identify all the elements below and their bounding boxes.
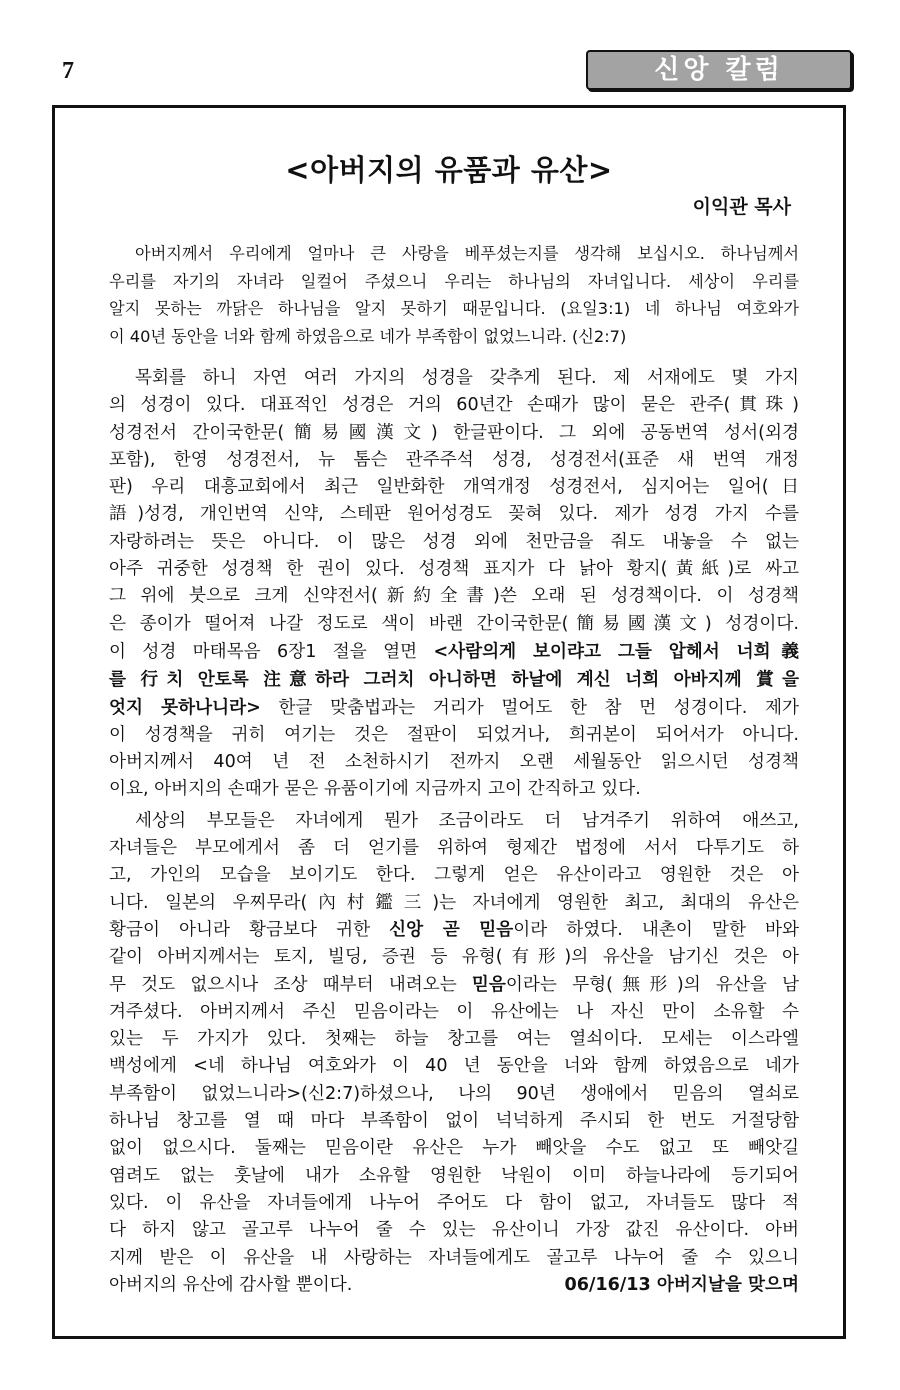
section-tab: 신앙 칼럼 [586, 50, 852, 90]
archaic-scripture-quote: <사람의게 보이랴고 그들 압헤서 너희義 [433, 640, 799, 662]
author-byline: 이익관 목사 [692, 196, 791, 218]
text-line: 목회를 하니 자연 여러 가지의 성경을 갖추게 된다. 제 서재에도 몇 가지 [135, 368, 799, 388]
archaic-scripture-quote: 를 行치 안토록 注意하라 그러치 아니하면 하날에 계신 너희 아바지께 賞을 [109, 669, 799, 691]
text-line [109, 638, 799, 666]
text-line: 아주 귀중한 성경책 한 권이 있다. 성경책 표지가 다 낡아 황지(黃紙)로 싸고 [109, 559, 799, 580]
text-run: 아버지의 유산에 감사할 뿐이다. [109, 1274, 353, 1295]
emphasis-text: 신앙 곧 믿음 [389, 919, 514, 940]
text-line: 겨주셨다. 아버지께서 주신 믿음이라는 이 유산에는 나 자신 만이 소유할 수 [109, 1001, 799, 1022]
text-line: 부족함이 없었느니라>(신2:7)하셨으나, 나의 90년 생애에서 믿음의 열쇠로 [109, 1083, 799, 1104]
text-line: 자랑하려는 뜻은 아니다. 이 많은 성경 외에 천만금을 줘도 내놓을 수 없는 [109, 531, 799, 552]
text-line: 성경전서 간이국한문(簡易國漢文) 한글판이다. 그 외에 공동번역 성서(외경 [109, 422, 799, 443]
text-line: 의 성경이 있다. 대표적인 성경은 거의 60년간 손때가 많이 묻은 관주(貫珠) [109, 395, 799, 416]
text-line: 이요, 아버지의 손때가 묻은 유품이기에 지금까지 고이 간직하고 있다. [109, 779, 641, 800]
text-line: 그 위에 붓으로 크게 신약전서(新約全書)쓴 오래 된 성경책이다. 이 성경책 [109, 586, 799, 607]
text-line: 이 성경책을 귀히 여기는 것은 절판이 되었거나, 희귀본이 되어서가 아니다. [109, 724, 799, 745]
intro-line: 우리를 자기의 자녀라 일컬어 주셨으니 우리는 하나님의 자녀입니다. 세상이 우리를 [109, 271, 799, 291]
text-run: 이라 하였다. 내촌이 말한 바와 [513, 919, 799, 940]
dateline: 06/16/13 아버지날을 맞으며 [564, 1274, 799, 1295]
text-line [109, 917, 799, 944]
intro-line: 아버지께서 우리에게 얼마나 큰 사랑을 베푸셨는지를 생각해 보십시오. 하나님께서 [135, 244, 799, 263]
text-run: 이 성경 마태목음 6장1 절을 열면 [109, 641, 434, 662]
text-line: 은 종이가 떨어져 나갈 정도로 색이 바랜 간이국한문(簡易國漢文) 성경이다. [109, 613, 799, 634]
intro-line: 이 40년 동안을 너와 함께 하였음으로 네가 부족함이 없었느니라. (신2:7) [109, 326, 627, 346]
text-line: 염려도 없는 훗날에 내가 소유할 영원한 낙원이 이미 하늘나라에 등기되어 [109, 1165, 799, 1186]
paragraph-1 [109, 365, 799, 804]
text-line: 같이 아버지께서는 토지, 빌딩, 증권 등 유형(有形)의 유산을 남기신 것은 아 [109, 947, 799, 968]
text-line [109, 972, 799, 999]
page-number: 7 [62, 58, 74, 84]
text-line: 있는 두 가지가 있다. 첫째는 하늘 창고를 여는 열쇠이다. 모세는 이스라엘 [109, 1029, 799, 1050]
text-run: 황금이 아니라 황금보다 귀한 [109, 919, 390, 940]
text-run: 무 것도 없으시나 조상 때부터 내려오는 [109, 974, 472, 995]
closing-line [109, 1272, 799, 1299]
text-line: 다 하지 않고 골고루 나누어 줄 수 있는 유산이니 가장 값진 유산이다. 아버 [109, 1220, 799, 1241]
intro-scripture-quote [109, 240, 799, 350]
text-line: 語)성경, 개인번역 신약, 스테판 원어성경도 꽂혀 있다. 제가 성경 가지 수를 [109, 504, 799, 525]
intro-line: 알지 못하는 까닭은 하나님을 알지 못하기 때문입니다. (요일3:1) 네 하나님 여호와가 [109, 299, 799, 318]
text-line: 고, 가인의 모습을 보이기도 한다. 그렇게 얻은 유산이라고 영원한 것은 아 [109, 865, 799, 886]
text-line: 백성에게 <네 하나님 여호와가 이 40 년 동안을 너와 함께 하였음으로 네가 [109, 1056, 799, 1077]
archaic-scripture-quote: 엇지 못하나니라> [109, 696, 261, 718]
article-title: <아버지의 유품과 유산> [285, 153, 613, 187]
text-line: 있다. 이 유산을 자녀들에게 나누어 주어도 다 함이 없고, 자녀들도 많다 적 [109, 1192, 799, 1213]
article-frame [52, 105, 846, 1339]
text-run: 한글 맞춤법과는 거리가 멀어도 한 참 먼 성경이다. 제가 [260, 697, 799, 718]
text-line: 하나님 창고를 열 때 마다 부족함이 없이 넉넉하게 주시되 한 번도 거절당함 [109, 1111, 799, 1132]
emphasis-text: 믿음 [471, 974, 506, 995]
text-line: 니다. 일본의 우찌무라(內村鑑三)는 자녀에게 영원한 최고, 최대의 유산은 [109, 892, 799, 913]
text-line: 없이 없으시다. 둘째는 믿음이란 유산은 누가 빼앗을 수도 없고 또 빼앗길 [109, 1138, 799, 1159]
text-line: 지께 받은 이 유산을 내 사랑하는 자녀들에게도 골고루 나누어 줄 수 있으니 [109, 1247, 799, 1268]
article-body [109, 365, 799, 1299]
paragraph-2 [109, 808, 799, 1299]
text-line: 판) 우리 대흥교회에서 최근 일반화한 개역개정 성경전서, 심지어는 일어(日 [109, 477, 799, 498]
text-line [109, 694, 799, 722]
text-run: 이라는 무형(無形)의 유산을 남 [505, 974, 799, 995]
text-line: 자녀들은 부모에게서 좀 더 얻기를 위하여 형제간 법정에 서서 다투기도 하 [109, 838, 799, 859]
text-line: 포함), 한영 성경전서, 뉴 톰슨 관주주석 성경, 성경전서(표준 새 번역 개정 [109, 449, 799, 470]
text-line: 세상의 부모들은 자녀에게 뭔가 조금이라도 더 남겨주기 위하여 애쓰고, [135, 810, 799, 831]
text-line: 아버지께서 40여 년 전 소천하시기 전까지 오랜 세월동안 읽으시던 성경책 [109, 752, 799, 773]
